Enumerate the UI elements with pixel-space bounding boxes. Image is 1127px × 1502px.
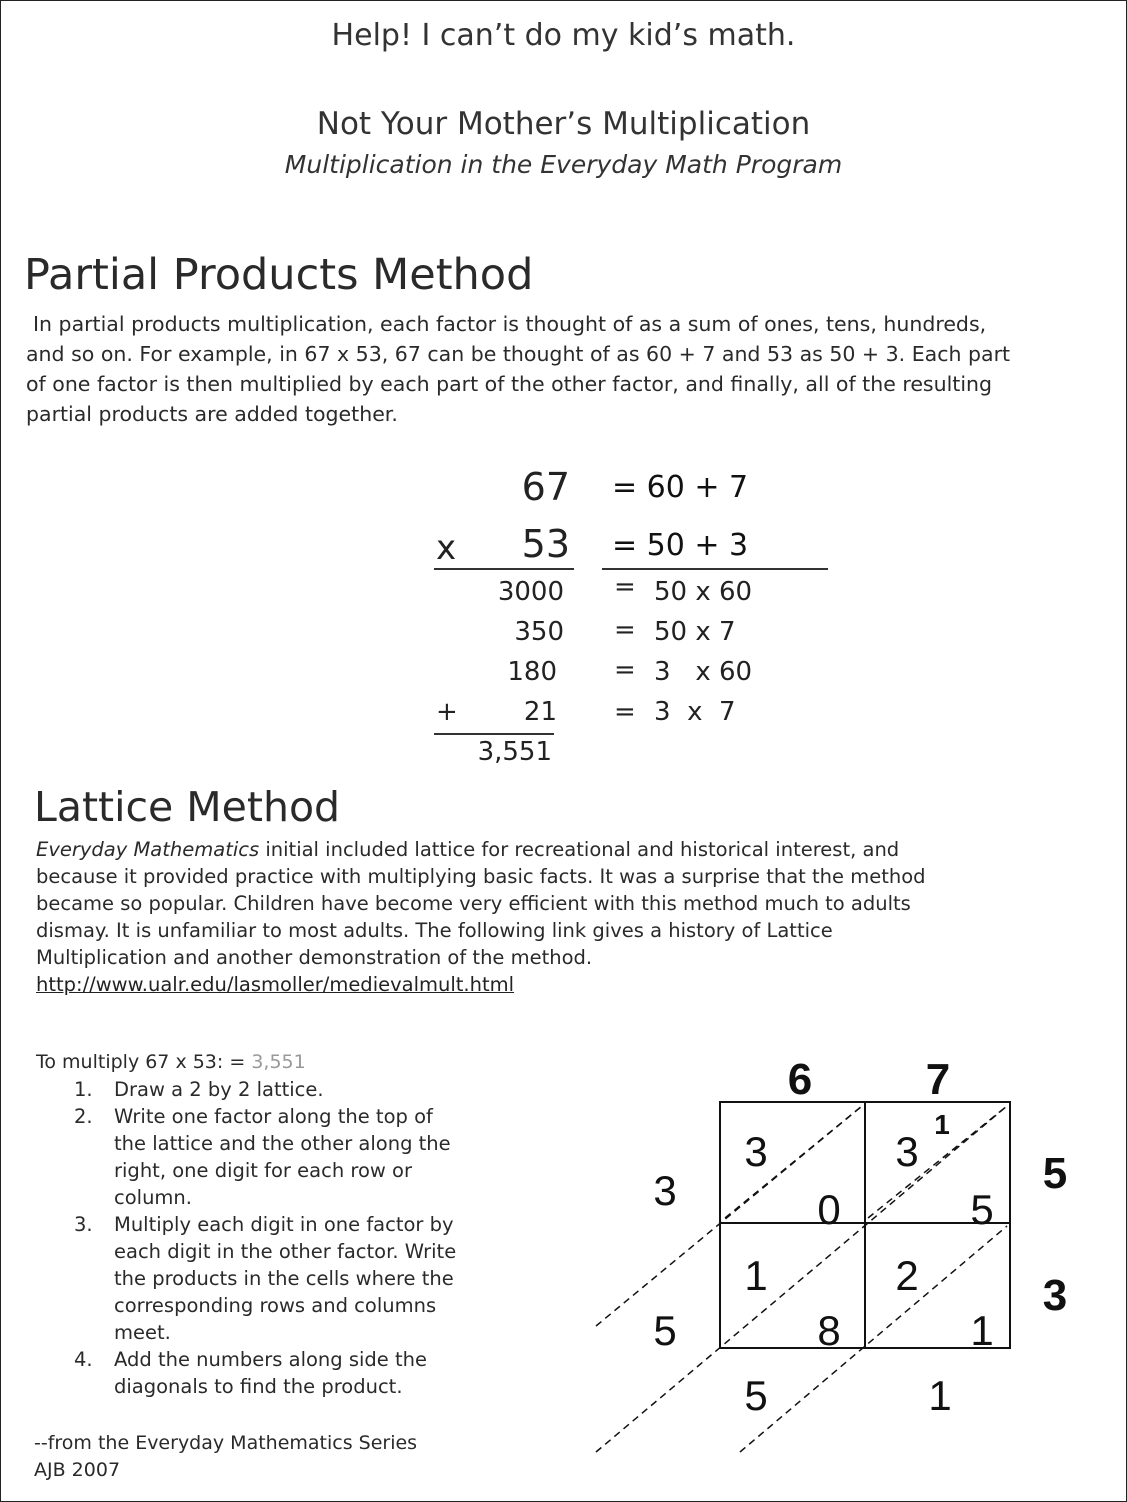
step-text: the lattice and the other along the (114, 1132, 451, 1155)
partial-products-paragraph (26, 309, 1106, 429)
step-text: each digit in the other factor. Write (114, 1240, 457, 1263)
step-number: 1. (74, 1078, 93, 1101)
cell-ones: 0 (817, 1186, 841, 1233)
bottom-factor: 53 (521, 522, 570, 566)
carry-digit: 1 (934, 1109, 950, 1140)
step-number: 2. (74, 1105, 93, 1128)
step-text: diagonals to find the product. (114, 1375, 403, 1398)
paragraph-line: partial products are added together. (26, 402, 398, 426)
intro-italic: Everyday Mathematics (36, 838, 260, 861)
partial-total: 3,551 (477, 737, 552, 767)
bottom-digit: 1 (928, 1372, 952, 1419)
cell-ones: 1 (970, 1307, 994, 1354)
step-text: Write one factor along the top of (114, 1105, 433, 1128)
step-number: 3. (74, 1213, 93, 1236)
step-text: Draw a 2 by 2 lattice. (114, 1078, 324, 1101)
lattice-intro (36, 836, 1096, 998)
partial-value: 180 (507, 657, 557, 687)
author-line: AJB 2007 (34, 1459, 121, 1481)
instructions-title-text: To multiply 67 x 53: = (36, 1051, 252, 1073)
cell-tens: 2 (895, 1252, 919, 1299)
step-text: column. (114, 1186, 192, 1209)
cell-tens: 1 (744, 1252, 768, 1299)
lattice-heading: Lattice Method (34, 783, 341, 831)
header-subtitle: Not Your Mother’s Multiplication (316, 106, 811, 142)
step-4 (74, 1346, 534, 1400)
sum-rule (434, 733, 554, 735)
paragraph-line: In partial products multiplication, each factor is thought of as a sum of ones, tens, hundreds, (33, 312, 987, 336)
instructions-title (36, 1051, 306, 1073)
top-factor: 67 (521, 465, 570, 509)
times-sign: x (436, 528, 457, 568)
instruction-steps (74, 1076, 534, 1406)
left-digit: 5 (653, 1307, 677, 1354)
paragraph-line: and so on. For example, in 67 x 53, 67 can be thought of as 60 + 7 and 53 as 50 + 3. Each part (26, 342, 1011, 366)
intro-line: Multiplication and another demonstration of the method. (36, 946, 593, 969)
step-number: 4. (74, 1348, 93, 1371)
intro-line: initial included lattice for recreational and historical interest, and (259, 838, 900, 861)
paragraph-line: of one factor is then multiplied by each part of the other factor, and finally, all of the resulting (26, 372, 993, 396)
partial-equals: = (614, 655, 636, 685)
factor-rule-left (434, 568, 574, 570)
partial-value: 21 (523, 697, 557, 727)
instructions-title-answer: 3,551 (251, 1051, 306, 1073)
bottom-expansion: = 50 + 3 (612, 528, 749, 563)
cell-ones: 5 (970, 1186, 994, 1233)
partial-equals: = (614, 615, 636, 645)
step-text: meet. (114, 1321, 171, 1344)
header-program: Multiplication in the Everyday Math Program (284, 150, 843, 179)
right-digit: 5 (1042, 1149, 1068, 1198)
step-text: Multiply each digit in one factor by (114, 1213, 454, 1236)
partial-equals: = (614, 697, 636, 727)
partial-expr: 50 x 7 (654, 617, 736, 647)
partial-expr: 3 x 60 (654, 657, 753, 687)
intro-line: because it provided practice with multiplying basic facts. It was a surprise that the method (36, 865, 926, 888)
step-text: right, one digit for each row or (114, 1159, 412, 1182)
partial-expr: 3 x 7 (654, 697, 736, 727)
step-2 (74, 1103, 534, 1211)
intro-line: dismay. It is unfamiliar to most adults. The following link gives a history of Lattice (36, 919, 833, 942)
factor-rule-right (602, 568, 828, 570)
cell-tens: 3 (895, 1128, 919, 1175)
history-link[interactable]: http://www.ualr.edu/lasmoller/medievalmult.html (36, 973, 515, 996)
top-digit: 7 (925, 1055, 951, 1104)
partial-equals: = (614, 572, 636, 602)
step-text: the products in the cells where the (114, 1267, 454, 1290)
top-digit: 6 (787, 1055, 813, 1104)
step-text: Add the numbers along side the (114, 1348, 427, 1371)
bottom-digit: 5 (744, 1372, 768, 1419)
step-text: corresponding rows and columns (114, 1294, 437, 1317)
right-digit: 3 (1042, 1271, 1068, 1320)
plus-sign: + (436, 697, 458, 727)
intro-line: became so popular. Children have become very efficient with this method much to adults (36, 892, 911, 915)
cell-ones: 8 (817, 1307, 841, 1354)
left-digit: 3 (653, 1167, 677, 1214)
partial-value: 3000 (497, 577, 564, 607)
partial-expr: 50 x 60 (654, 577, 753, 607)
top-expansion: = 60 + 7 (612, 470, 749, 505)
partial-value: 350 (514, 617, 564, 647)
step-3 (74, 1211, 534, 1346)
header-title: Help! I can’t do my kid’s math. (331, 18, 796, 53)
cell-tens: 3 (744, 1128, 768, 1175)
credit-line: --from the Everyday Mathematics Series (34, 1432, 418, 1454)
partial-products-heading: Partial Products Method (24, 250, 534, 300)
